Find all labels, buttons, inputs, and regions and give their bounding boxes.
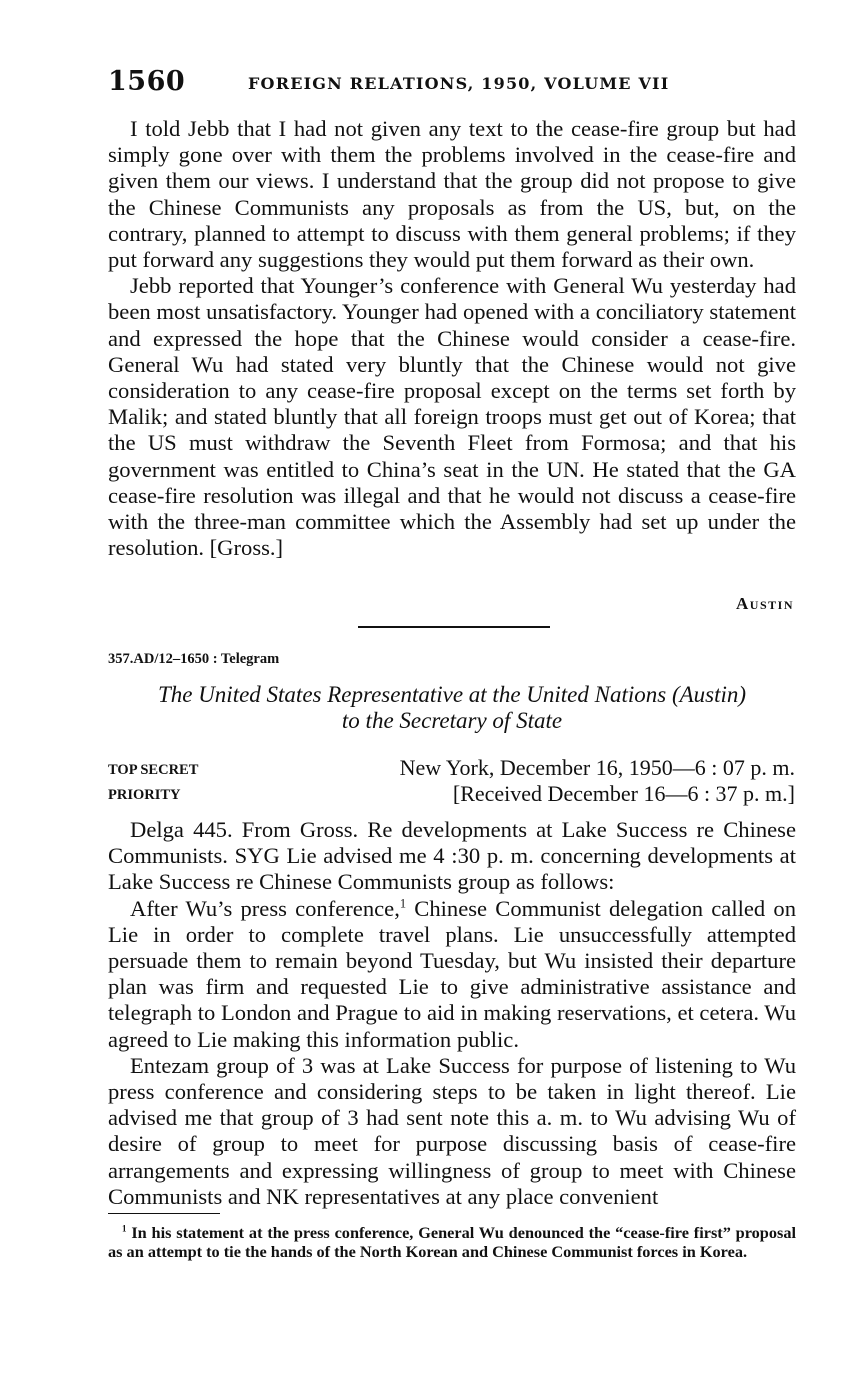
footnote-text <box>108 1224 796 1261</box>
running-head: FOREIGN RELATIONS, 1950, VOLUME VII <box>248 74 670 93</box>
document-title <box>108 682 796 734</box>
telegram-text <box>108 817 796 1210</box>
telegram-paragraph: Delga 445. From Gross. Re developments at Lake Success re Chinese Communists. SYG Lie advised me 4 :30 p. m. concerning developments at Lake Success re Chinese Communists group as follows: <box>108 817 796 895</box>
title-line-1: The United States Representative at the United Nations (Austin) <box>157 682 747 707</box>
telegram-paragraph: Entezam group of 3 was at Lake Success for purpose of listening to Wu press conference and considering steps to be taken in light thereof. Lie advised me that group of 3 had sent note this a. m. to Wu advising Wu of desire of group to meet for purpose discussing basis of cease-fire arrangements and expressing willingness of group to meet with Chinese Communists and NK representatives at any place convenient <box>108 1052 796 1209</box>
intro-text <box>108 116 796 561</box>
footnote <box>108 1224 796 1261</box>
signature: Austin <box>736 594 794 613</box>
telegram-paragraph <box>108 896 796 1053</box>
intro-paragraph: I told Jebb that I had not given any text to the cease-fire group but had simply gone over with them the problems involved in the cease-fire and given them our views. I understand that the group did not propose to give the Chinese Communists any proposals as from the US, but, on the contrary, planned to attempt to discuss with them general problems; if they put forward any suggestions they would put them forward as their own. <box>108 116 796 273</box>
title-line-2: to the Secretary of State <box>341 708 563 733</box>
page-header <box>108 66 798 100</box>
received-time: [Received December 16—6 : 37 p. m.] <box>452 781 795 806</box>
para-lead: After Wu’s press conference, <box>130 895 400 921</box>
priority: PRIORITY <box>108 787 181 803</box>
intro-paragraph: Jebb reported that Younger’s conference with General Wu yesterday had been most unsatisfactory. Younger had opened with a conciliatory statement and expressed the hope that the Chinese would consider a cease-fire. General Wu had stated very bluntly that the Chinese would not give consideration to any cease-fire proposal except on the terms set forth by Malik; and stated bluntly that all foreign troops must get out of Korea; that the US must withdraw the Seventh Fleet from Formosa; and that his government was entitled to China’s seat in the UN. He stated that the GA cease-fire resolution was illegal and that he would not discuss a cease-fire with the three-man committee which the Assembly had set up under the resolution. [Gross.] <box>108 273 796 561</box>
footnote-divider <box>108 1213 220 1214</box>
page-number: 1560 <box>108 66 186 97</box>
classification: TOP SECRET <box>108 762 199 778</box>
footnote-ref: 1 <box>399 896 407 911</box>
section-divider <box>358 626 550 628</box>
dateline: New York, December 16, 1950—6 : 07 p. m. <box>399 755 795 780</box>
para-rest: Chinese Communist delegation called on Lie in order to complete travel plans. Lie unsuccessfully attempted persuade them to remain beyond Tuesday, but Wu insisted their departure plan was firm and requested Lie to give administrative assistance and telegraph to London and Prague to aid in making reservations, et cetera. Wu agreed to Lie making this information public. <box>108 895 796 1052</box>
footnote-body: In his statement at the press conference, General Wu denounced the “cease-fire first” proposal as an attempt to tie the hands of the North Korean and Chinese Communist forces in Korea. <box>108 1223 797 1261</box>
footnote-number: 1 <box>122 1223 127 1234</box>
file-reference: 357.AD/12–1650 : Telegram <box>108 651 280 667</box>
